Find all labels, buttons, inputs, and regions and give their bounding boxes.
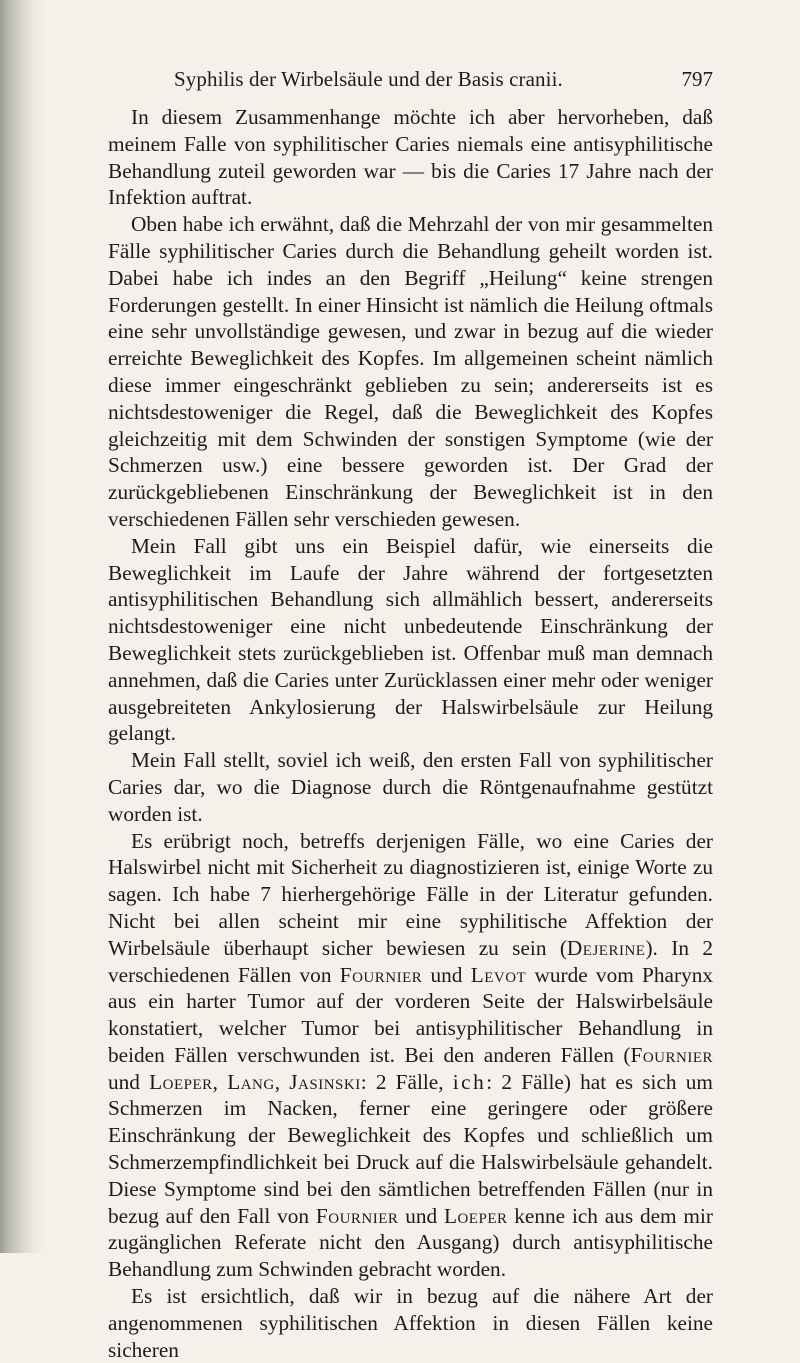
- paragraph: Mein Fall gibt uns ein Beispiel dafür, wie einerseits die Beweglichkeit im Laufe der Jahre während der fortgesetzten antisyphilitischen Behandlung sich allmählich bessert, andererseits nichtsdestoweniger eine nicht unbedeutende Einschränkung der Beweglichkeit stets zurückgeblieben ist. Offenbar muß man demnach annehmen, daß die Caries unter Zurücklassen einer mehr oder weniger ausgebreiteten Ankylosierung der Halswirbelsäule zur Heilung gelangt.: [108, 533, 713, 746]
- text-run: : 2 Fälle,: [360, 1069, 453, 1094]
- spaced-emphasis: ich: [452, 1069, 487, 1094]
- text-run: Es erübrigt noch, betreffs derjenigen Fälle, wo eine Caries der Halswirbel nicht mit Sicherheit zu diagnostizieren ist, einige Worte zu sagen. Ich habe 7 hierhergehörige Fälle in der Literatur gefunden. Nicht bei allen scheint mir eine syphilitische Affektion der Wirbelsäule überhaupt sicher bewiesen zu sein (: [108, 828, 713, 960]
- paragraph: In diesem Zusammenhange möchte ich aber hervorheben, daß meinem Falle von syphilitischer Caries niemals eine antisyphilitische Behandlung zuteil geworden war — bis die Caries 17 Jahre nach der Infektion auftrat.: [108, 105, 713, 210]
- document-page: [108, 62, 713, 1363]
- text-run: wurde vom Pharynx aus ein harter Tumor auf der vorderen Seite der Halswirbelsäule konstatiert, welcher Tumor bei antisyphilitischer Behandlung in beiden Fällen verschwunden ist. Bei den anderen Fällen (: [108, 962, 714, 1067]
- paragraph: Oben habe ich erwähnt, daß die Mehrzahl der von mir gesammelten Fälle syphilitischer Caries durch die Behandlung geheilt worden ist. Dabei habe ich indes an den Begriff „Heilung“ keine strengen Forderungen gestellt. In einer Hinsicht ist nämlich die Heilung oftmals eine sehr unvollständige gewesen, und zwar in bezug auf die wieder erreichte Beweglichkeit des Kopfes. Im allgemeinen scheint nämlich diese immer eingeschränkt geblieben zu sein; andererseits ist es nichtsdestoweniger die Regel, daß die Beweglichkeit des Kopfes gleichzeitig mit dem Schwinden der sonstigen Symptome (wie der Schmerzen usw.) eine bessere geworden ist. Der Grad der zurückgebliebenen Einschränkung der Beweglichkeit ist in den verschiedenen Fällen sehr verschieden gewesen.: [108, 212, 713, 531]
- page-number: 797: [681, 67, 713, 91]
- paragraph: [108, 828, 713, 1284]
- author-name: Fournier: [630, 1042, 713, 1067]
- page-gutter-shadow: [0, 0, 44, 1253]
- author-name: Loeper: [149, 1069, 213, 1094]
- paragraph: Mein Fall stellt, soviel ich weiß, den ersten Fall von syphilitischer Caries dar, wo die Diagnose durch die Röntgenaufnahme gestützt worden ist.: [108, 748, 713, 826]
- text-run: und: [422, 962, 471, 987]
- author-name: Fournier: [315, 1203, 399, 1228]
- text-run: ,: [274, 1069, 290, 1094]
- author-name: Fournier: [339, 962, 423, 987]
- running-header: [108, 62, 713, 96]
- text-run: ). In 2 verschiedenen Fällen von: [108, 935, 713, 987]
- text-run: kenne ich aus dem mir zugänglichen Referate nicht den Ausgang) durch antisyphilitische Behandlung zum Schwinden gebracht worden.: [108, 1203, 713, 1282]
- text-run: und: [398, 1203, 444, 1228]
- text-run: : 2 Fälle) hat es sich um Schmerzen im Nacken, ferner eine geringere oder größere Einschränkung der Beweglichkeit des Kopfes und schließlich um Schmerzempfindlichkeit bei Druck auf die Halswirbelsäule gehandelt. Diese Symptome sind bei den sämtlichen betreffenden Fällen (nur in bezug auf den Fall von: [108, 1069, 713, 1228]
- body-text: [108, 104, 713, 1363]
- author-name: Loeper: [443, 1203, 508, 1228]
- author-name: Jasinski: [289, 1069, 361, 1094]
- text-run: und: [108, 1069, 150, 1094]
- author-name: Lang: [227, 1069, 275, 1094]
- running-title: Syphilis der Wirbelsäule und der Basis cranii.: [174, 67, 563, 91]
- text-run: ,: [212, 1069, 228, 1094]
- author-name: Levot: [470, 962, 527, 987]
- author-name: Dejerine: [566, 935, 646, 960]
- paragraph: Es ist ersichtlich, daß wir in bezug auf die nähere Art der angenommenen syphilitischen Affektion in diesen Fällen keine sicheren: [108, 1284, 713, 1362]
